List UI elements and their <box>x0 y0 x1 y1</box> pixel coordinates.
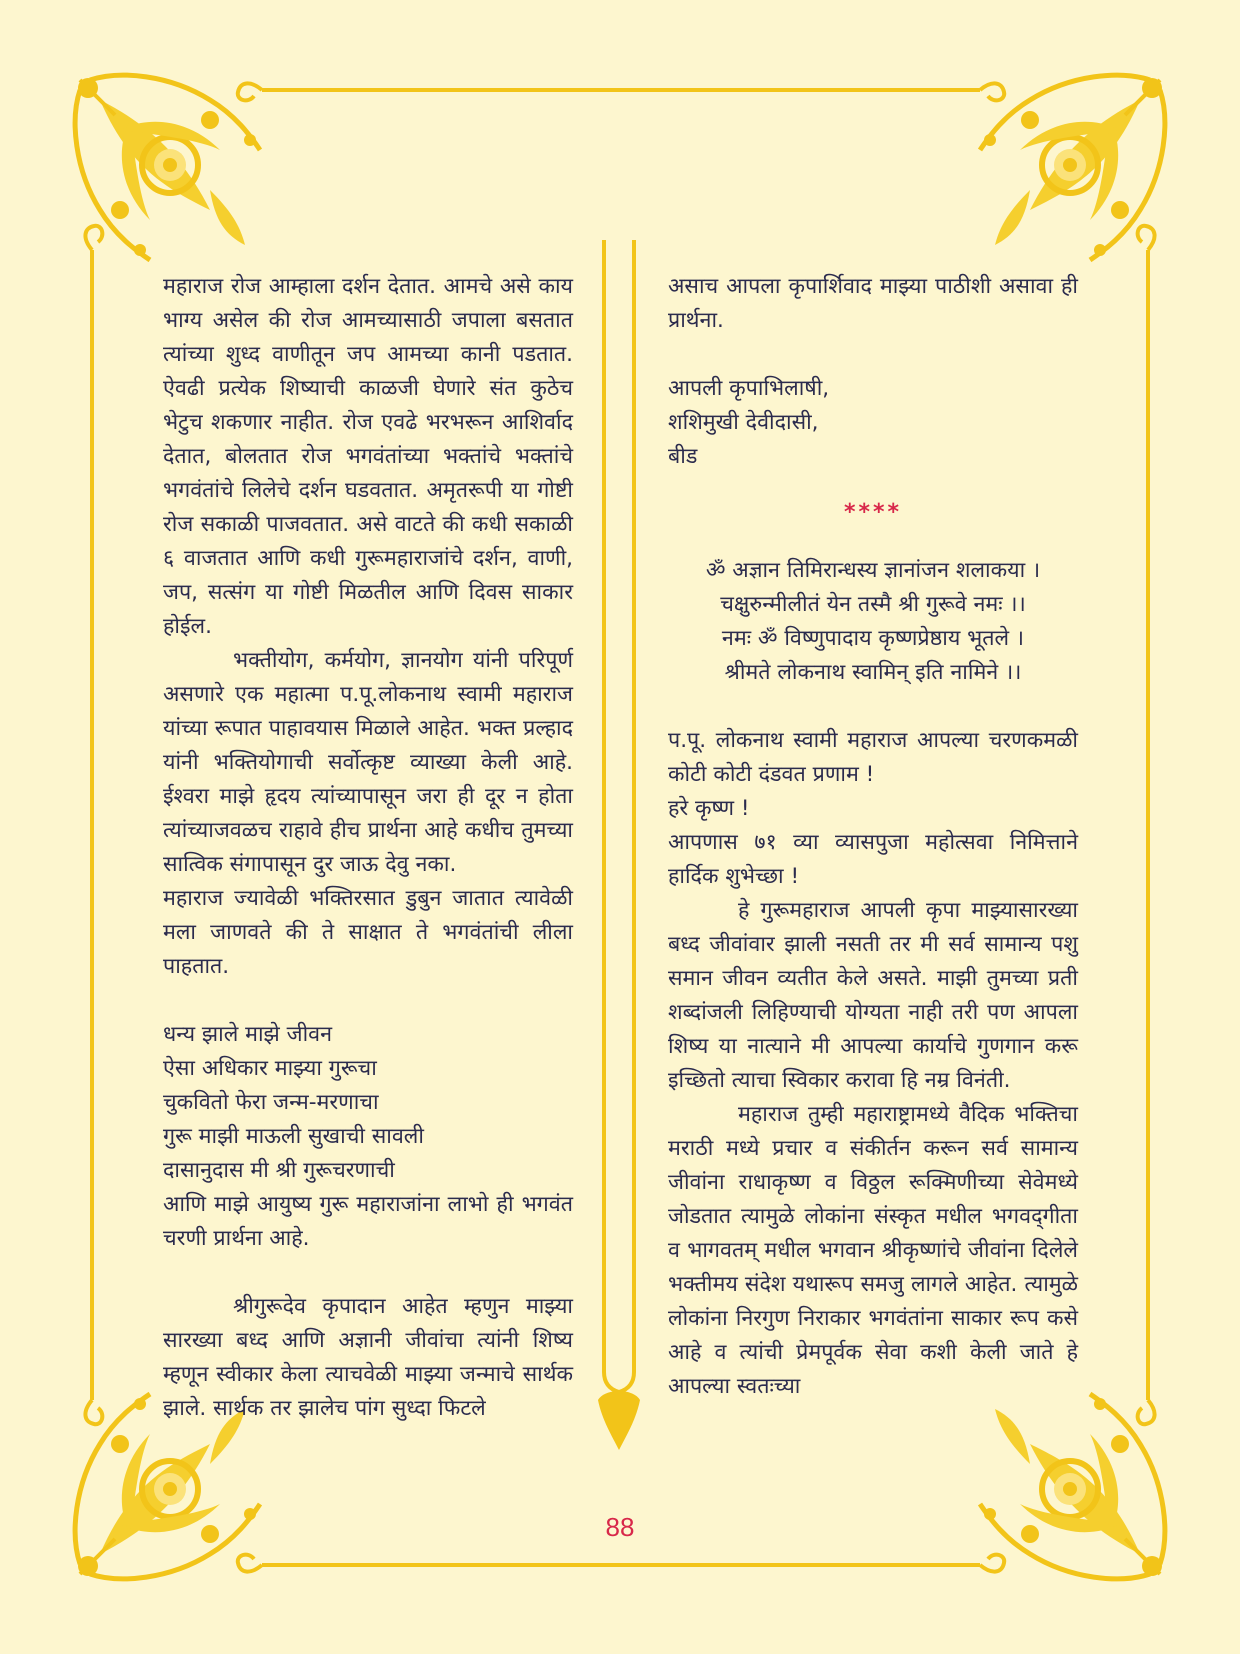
right-paragraph-3: महाराज तुम्ही महाराष्ट्रामध्ये वैदिक भक्तिचा मराठी मध्ये प्रचार व संकीर्तन करून सर्व सामान्य जीवांना राधाकृष्ण व विठ्ठल रूक्मिणीच्या सेवेमध्ये जोडतात त्यामुळे लोकांना संस्कृत मधील भगवद्‌गीता व भागवतम् मधील भगवान श्रीकृष्णांचे जीवांना दिलेले भक्तीमय संदेश यथारूप समजु लागले आहेत. त्यामुळे लोकांना निरगुण निराकार भगवंतांना साकार रूप कसे आहे व त्यांची प्रेमपूर्वक सेवा कशी केली जाते हे आपल्या स्वतःच्या <box>668 1102 1078 1399</box>
signature <box>668 372 1078 474</box>
sanskrit-verse <box>668 554 1078 690</box>
right-column <box>668 270 1078 1404</box>
left-paragraph-4: आणि माझे आयुष्य गुरू महाराजांना लाभो ही भगवंत चरणी प्रार्थना आहे. <box>163 1192 573 1251</box>
verse-line: श्रीमते लोकनाथ स्वामिन् इति नामिने ।। <box>724 660 1022 685</box>
poem-line: चुकवितो फेरा जन्म-मरणाचा <box>163 1090 379 1115</box>
verse-line: ॐ अज्ञान तिमिरान्धस्य ज्ञानांजन शलाकया । <box>705 558 1041 583</box>
poem <box>163 1018 573 1188</box>
poem-line: दासानुदास मी श्री गुरूचरणाची <box>163 1158 395 1183</box>
signature-line: शशिमुखी देवीदासी, <box>668 410 819 435</box>
left-paragraph-3: महाराज ज्यावेळी भक्तिरसात डुबुन जातात त्यावेळी मला जाणवते की ते साक्षात ते भगवंतांची लीला पाहतात. <box>163 886 573 979</box>
right-paragraph-1: असाच आपला कृपार्शिवाद माझ्या पाठीशी असावा ही प्रार्थना. <box>668 274 1078 333</box>
poem-line: गुरू माझी माऊली सुखाची सावली <box>163 1124 424 1149</box>
salutation: प.पू. लोकनाथ स्वामी महाराज आपल्या चरणकमळी कोटी कोटी दंडवत प्रणाम ! <box>668 728 1078 787</box>
left-paragraph-1: महाराज रोज आम्हाला दर्शन देतात. आमचे असे काय भाग्य असेल की रोज आमच्यासाठी जपाला बसतात त्यांच्या शुध्द वाणीतून जप आमच्या कानी पडतात. ऐवढी प्रत्येक शिष्याची काळजी घेणारे संत कुठेच भेटुच शकणार नाहीत. रोज एवढे भरभरून आशिर्वाद देतात, बोलतात रोज भगवंतांच्या भक्तांचे भक्तांचे भगवंतांचे लिलेचे दर्शन घडवतात. अमृतरूपी या गोष्टी रोज सकाळी पाजवतात. असे वाटते की कधी सकाळी ६ वाजतात आणि कधी गुरूमहाराजांचे दर्शन, वाणी, जप, सत्संग या गोष्टी मिळतील आणि दिवस साकार होईल. <box>163 274 573 639</box>
left-paragraph-5: श्रीगुरूदेव कृपादान आहेत म्हणुन माझ्या सारख्या बध्द आणि अज्ञानी जीवांचा त्यांनी शिष्य म्हणून स्वीकार केला त्याचवेळी माझ्या जन्माचे सार्थक झाले. सार्थक तर झालेच पांग सुध्दा फिटले <box>163 1294 573 1421</box>
poem-line: ऐसा अधिकार माझ्या गुरूचा <box>163 1056 377 1081</box>
page-number: 88 <box>605 1512 635 1542</box>
left-column <box>163 270 573 1426</box>
birthday-wishes: आपणास ७१ व्या व्यासपुजा महोत्सवा निमित्ताने हार्दिक शुभेच्छा ! <box>668 830 1078 889</box>
right-paragraph-2: हे गुरूमहाराज आपली कृपा माझ्यासारख्या बध्द जीवांवार झाली नसती तर मी सर्व सामान्य पशु समान जीवन व्यतीत केले असते. माझी तुमच्या प्रती शब्दांजली लिहिण्याची योग्यता नाही तरी पण आपला शिष्य या नात्याने मी आपल्या कार्याचे गुणगान करू इच्छितो त्याचा स्विकार करावा हि नम्र विनंती. <box>668 898 1078 1093</box>
verse-line: चक्षुरुन्मीलीतं येन तस्मै श्री गुरूवे नमः ।। <box>720 592 1026 617</box>
signature-line: बीड <box>668 444 698 469</box>
separator-stars: **** <box>843 500 903 525</box>
poem-line: धन्य झाले माझे जीवन <box>163 1022 333 1047</box>
hare-krishna: हरे कृष्ण ! <box>668 796 750 821</box>
verse-line: नमः ॐ विष्णुपादाय कृष्णप्रेष्ठाय भूतले । <box>721 626 1025 651</box>
column-divider <box>598 240 640 1450</box>
left-paragraph-2: भक्तीयोग, कर्मयोग, ज्ञानयोग यांनी परिपूर्ण असणारे एक महात्मा प.पू.लोकनाथ स्वामी महाराज यांच्या रूपात पाहावयास मिळाले आहेत. भक्त प्रल्हाद यांनी भक्तियोगाची सर्वोत्कृष्ट व्याख्या केली आहे. ईश्वरा माझे हृदय त्यांच्यापासून जरा ही दूर न होता त्यांच्याजवळच राहावे हीच प्रार्थना आहे कधीच तुमच्या सात्विक संगापासून दुर जाऊ देवु नका. <box>163 648 573 877</box>
signature-line: आपली कृपाभिलाषी, <box>668 376 830 401</box>
